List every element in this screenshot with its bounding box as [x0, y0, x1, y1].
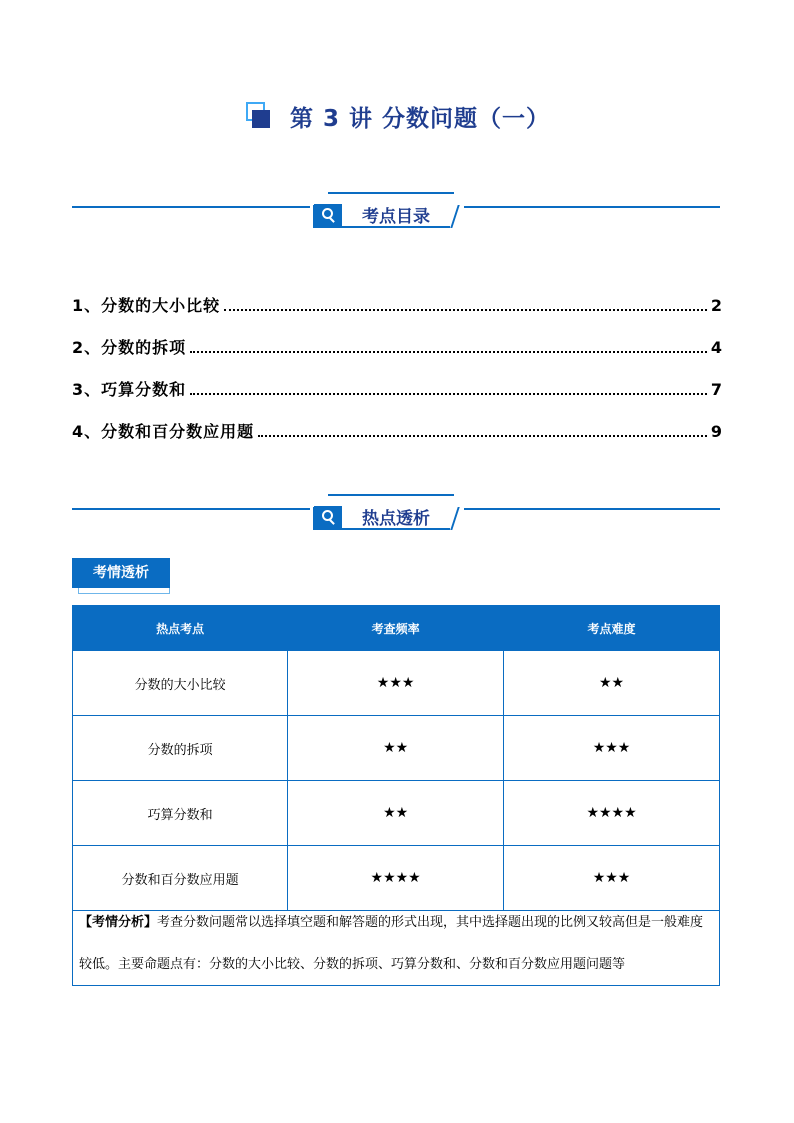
toc-item[interactable]: [72, 419, 722, 445]
analysis-tag-label: 考情透析: [72, 558, 170, 588]
frequency-rating: ★★★: [288, 651, 504, 716]
frequency-rating: ★★★★: [288, 846, 504, 911]
toc-item-name: 4、分数和百分数应用题: [72, 422, 255, 441]
toc-leader: [190, 339, 707, 353]
title-square-icon: [246, 102, 270, 126]
table-row: [73, 651, 720, 716]
toc-item[interactable]: [72, 377, 722, 403]
toc-item[interactable]: [72, 335, 722, 361]
toc-item[interactable]: [72, 293, 722, 319]
toc-item-name: 1、分数的大小比较: [72, 296, 221, 315]
toc-item-name: 3、巧算分数和: [72, 380, 187, 399]
difficulty-rating: ★★★: [504, 716, 720, 781]
toc-item-page: 9: [710, 422, 722, 441]
difficulty-rating: ★★★: [504, 846, 720, 911]
analysis-box: [72, 902, 720, 986]
table-cell: 分数和百分数应用题: [73, 846, 288, 911]
hotspot-table: [72, 605, 720, 911]
toc-item-name: 2、分数的拆项: [72, 338, 187, 357]
difficulty-rating: ★★: [504, 651, 720, 716]
frequency-rating: ★★: [288, 716, 504, 781]
section-header-hot: [72, 494, 720, 538]
title-text: 第 3 讲 分数问题（一）: [290, 106, 551, 132]
table-cell: 分数的大小比较: [73, 651, 288, 716]
frequency-rating: ★★: [288, 781, 504, 846]
toc-item-page: 7: [710, 380, 722, 399]
table-row: [73, 781, 720, 846]
page-title: [0, 100, 794, 140]
section-label: 考点目录: [362, 207, 430, 227]
column-header: 考点难度: [504, 606, 720, 651]
search-icon: [314, 506, 342, 528]
table-row: [73, 846, 720, 911]
column-header: 考查频率: [288, 606, 504, 651]
toc-item-page: 4: [710, 338, 722, 357]
analysis-tag: [72, 558, 172, 592]
table-cell: 巧算分数和: [73, 781, 288, 846]
section-header-toc: [72, 192, 720, 236]
difficulty-rating: ★★★★: [504, 781, 720, 846]
section-label: 热点透析: [362, 509, 430, 529]
table-row: [73, 716, 720, 781]
table-header-row: [73, 606, 720, 651]
column-header: 热点考点: [73, 606, 288, 651]
analysis-text: 考查分数问题常以选择填空题和解答题的形式出现，其中选择题出现的比例又较高但是一般难度较低。主要命题点有：分数的大小比较、分数的拆项、巧算分数和、分数和百分数应用题问题等: [79, 915, 704, 972]
search-icon: [314, 204, 342, 226]
toc-item-page: 2: [710, 296, 722, 315]
analysis-label: 【考情分析】: [79, 915, 158, 930]
toc-leader: [258, 423, 707, 437]
toc-leader: [190, 381, 707, 395]
table-cell: 分数的拆项: [73, 716, 288, 781]
toc-leader: [224, 297, 707, 311]
